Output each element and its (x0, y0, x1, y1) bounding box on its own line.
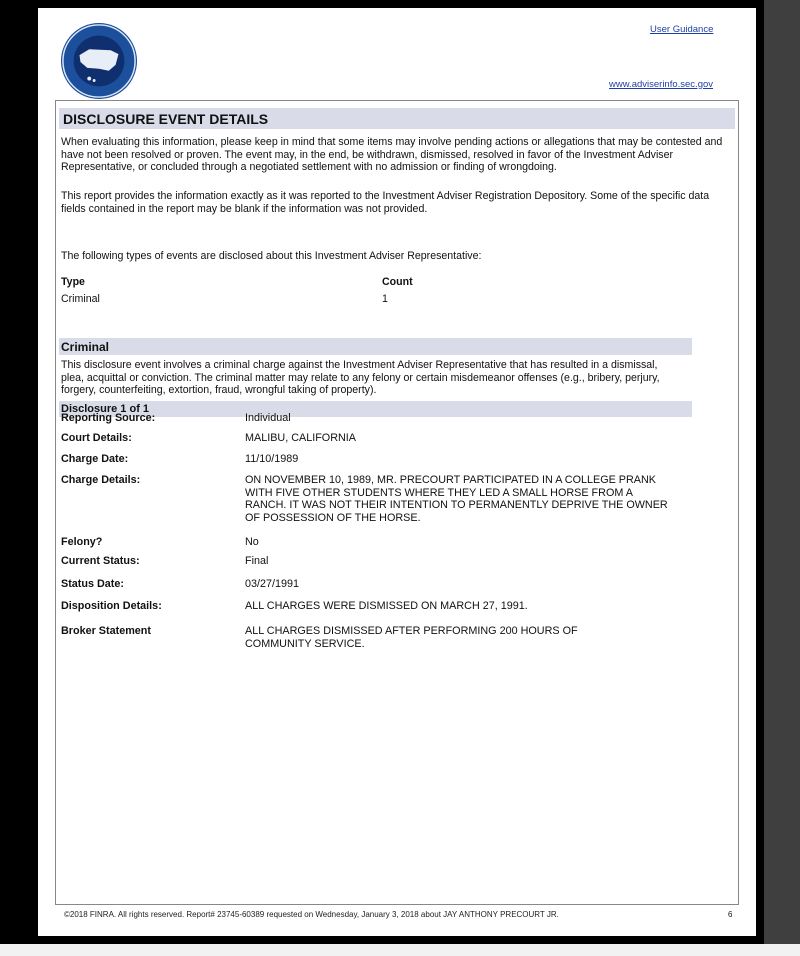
field-value: 03/27/1991 (245, 578, 300, 590)
field-value: MALIBU, CALIFORNIA (245, 432, 356, 444)
next-page-edge (0, 944, 800, 956)
section-title: DISCLOSURE EVENT DETAILS (59, 108, 735, 129)
field-label: Current Status: (61, 555, 140, 567)
field-label: Charge Details: (61, 474, 141, 486)
types-row-count: 1 (382, 293, 388, 305)
field-value: ALL CHARGES WERE DISMISSED ON MARCH 27, 1991. (245, 600, 528, 612)
intro-paragraph-2: This report provides the information exactly as it was reported to the Investment Adviser Registration Depository. Some of the specific data fields contained in the report may be blank if the information was not provided. (61, 190, 710, 215)
report-page (38, 8, 756, 936)
field-label: Felony? (61, 536, 103, 548)
field-value: No (245, 536, 259, 548)
field-value: ALL CHARGES DISMISSED AFTER PERFORMING 200 HOURS OF COMMUNITY SERVICE. (245, 625, 578, 650)
field-label: Reporting Source: (61, 412, 156, 424)
criminal-title: Criminal (59, 338, 692, 355)
field-label: Charge Date: (61, 453, 129, 465)
field-label: Broker Statement (61, 625, 152, 637)
criminal-description: This disclosure event involves a criminal charge against the Investment Adviser Representative that has resulted in a dismissal, plea, acquittal or conviction. The criminal matter may relate to any felony or certain misdemeanor offenses (e.g., bribery, perjury, forgery, counterfeiting, extortion, fraud, wrongful taking of property). (61, 359, 660, 396)
adviserinfo-website-link[interactable]: www.adviserinfo.sec.gov (609, 79, 714, 90)
footer-text: ©2018 FINRA. All rights reserved. Report# 23745-60389 requested on Wednesday, January 3, 2018 about JAY ANTHONY PRECOURT JR. (64, 910, 559, 919)
field-value: Final (245, 555, 269, 567)
types-header-count: Count (382, 276, 413, 288)
field-label: Court Details: (61, 432, 132, 444)
user-guidance-link[interactable]: User Guidance (650, 24, 714, 35)
state-securities-regulators-logo (60, 22, 138, 100)
field-value: 11/10/1989 (245, 453, 299, 465)
field-label: Status Date: (61, 578, 124, 590)
field-value: Individual (245, 412, 291, 424)
intro-paragraph-1: When evaluating this information, please keep in mind that some items may involve pending actions or allegations that may be contested and have not been resolved or proven. The event may, in the end, be withdrawn, dismissed, resolved in favor of the Investment Adviser Representative, or concluded through a negotiated settlement with no admission or finding of wrongdoing. (61, 136, 723, 173)
viewer-scrollbar[interactable] (764, 0, 800, 944)
field-value: ON NOVEMBER 10, 1989, MR. PRECOURT PARTICIPATED IN A COLLEGE PRANK WITH FIVE OTHER STUDENTS WHERE THEY LED A SMALL HORSE FROM A RANCH. IT WAS NOT THEIR INTENTION TO PERMANENTLY DEPRIVE THE OWNER OF POSSESSION OF THE HORSE. (245, 474, 668, 524)
types-row-type: Criminal (61, 293, 100, 305)
disclosure-count-label: Disclosure 1 of 1 (59, 401, 692, 417)
types-intro: The following types of events are disclosed about this Investment Adviser Representative: (61, 250, 482, 262)
field-label: Disposition Details: (61, 600, 162, 612)
page-number: 6 (728, 910, 733, 919)
types-header-type: Type (61, 276, 85, 288)
